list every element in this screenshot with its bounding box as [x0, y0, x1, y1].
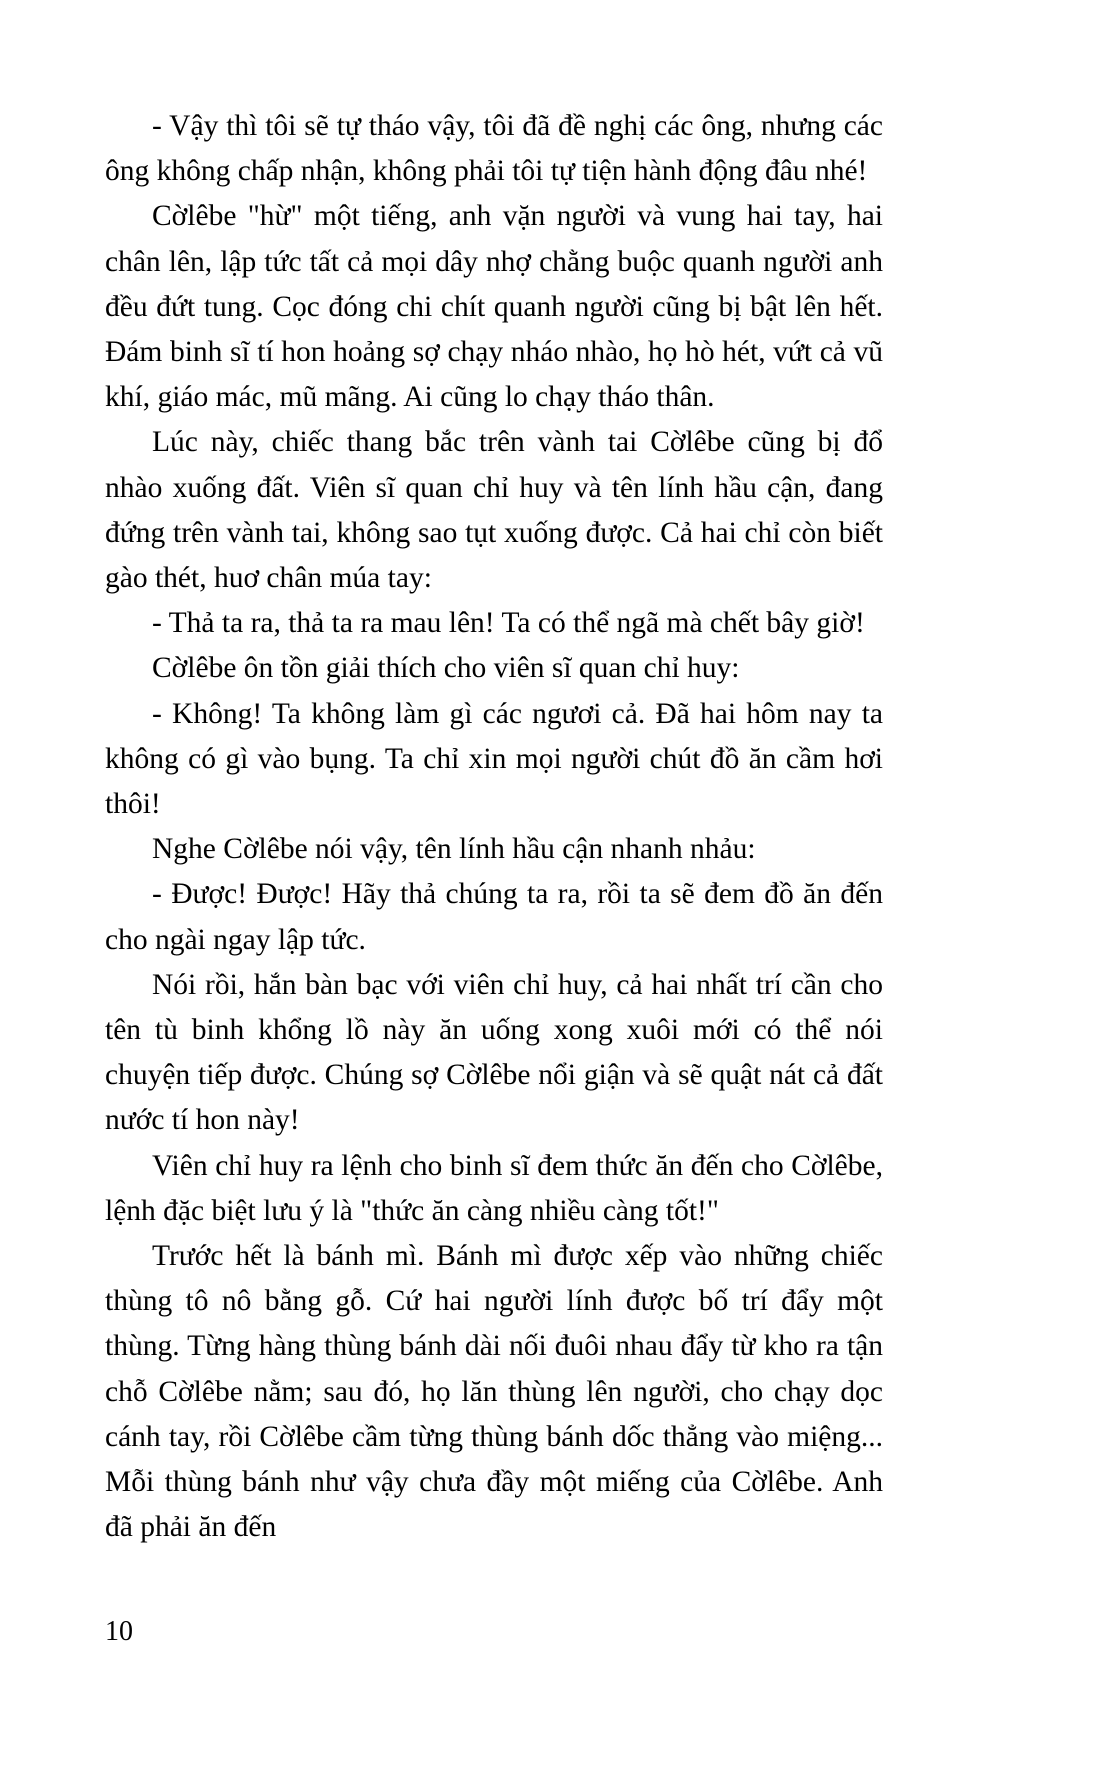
paragraph: - Thả ta ra, thả ta ra mau lên! Ta có thể ngã mà chết bây giờ! — [152, 607, 865, 640]
paragraph: - Vậy thì tôi sẽ tự tháo vậy, tôi đã đề nghị các ông, nhưng các ông không chấp nhận, không phải tôi tự tiện hành động đâu nhé! — [105, 110, 883, 188]
paragraph: Lúc này, chiếc thang bắc trên vành tai Cờlêbe cũng bị đổ nhào xuống đất. Viên sĩ quan chỉ huy và tên lính hầu cận, đang đứng trên vành tai, không sao tụt xuống được. Cả hai chỉ còn biết gào thét, huơ chân múa tay: — [105, 426, 883, 595]
page-body-text — [105, 104, 883, 1551]
page-number: 10 — [105, 1616, 133, 1647]
paragraph: Nghe Cờlêbe nói vậy, tên lính hầu cận nhanh nhảu: — [152, 833, 756, 866]
paragraph: - Không! Ta không làm gì các ngươi cả. Đã hai hôm nay ta không có gì vào bụng. Ta chỉ xin mọi người chút đồ ăn cầm hơi thôi! — [105, 697, 883, 821]
paragraph: - Được! Được! Hãy thả chúng ta ra, rồi ta sẽ đem đồ ăn đến cho ngài ngay lập tức. — [105, 878, 883, 956]
paragraph: Trước hết là bánh mì. Bánh mì được xếp vào những chiếc thùng tô nô bằng gỗ. Cứ hai người lính được bố trí đẩy một thùng. Từng hàng thùng bánh dài nối đuôi nhau đẩy từ kho ra tận chỗ Cờlêbe nằm; sau đó, họ lăn thùng lên người, cho chạy dọc cánh tay, rồi Cờlêbe cầm từng thùng bánh dốc thẳng vào miệng... Mỗi thùng bánh như vậy chưa đầy một miếng của Cờlêbe. Anh đã phải ăn đến — [105, 1240, 883, 1544]
paragraph: Cờlêbe "hừ" một tiếng, anh vặn người và vung hai tay, hai chân lên, lập tức tất cả mọi dây nhợ chằng buộc quanh người anh đều đứt tung. Cọc đóng chi chít quanh người cũng bị bật lên hết. Đám binh sĩ tí hon hoảng sợ chạy nháo nhào, họ hò hét, vứt cả vũ khí, giáo mác, mũ mãng. Ai cũng lo chạy tháo thân. — [105, 200, 883, 414]
paragraph: Cờlêbe ôn tồn giải thích cho viên sĩ quan chỉ huy: — [152, 652, 740, 685]
paragraph: Viên chỉ huy ra lệnh cho binh sĩ đem thức ăn đến cho Cờlêbe, lệnh đặc biệt lưu ý là "thức ăn càng nhiều càng tốt!" — [105, 1149, 883, 1227]
paragraph: Nói rồi, hắn bàn bạc với viên chỉ huy, cả hai nhất trí cần cho tên tù binh khổng lồ này ăn uống xong xuôi mới có thể nói chuyện tiếp được. Chúng sợ Cờlêbe nổi giận và sẽ quật nát cả đất nước tí hon này! — [105, 968, 883, 1137]
